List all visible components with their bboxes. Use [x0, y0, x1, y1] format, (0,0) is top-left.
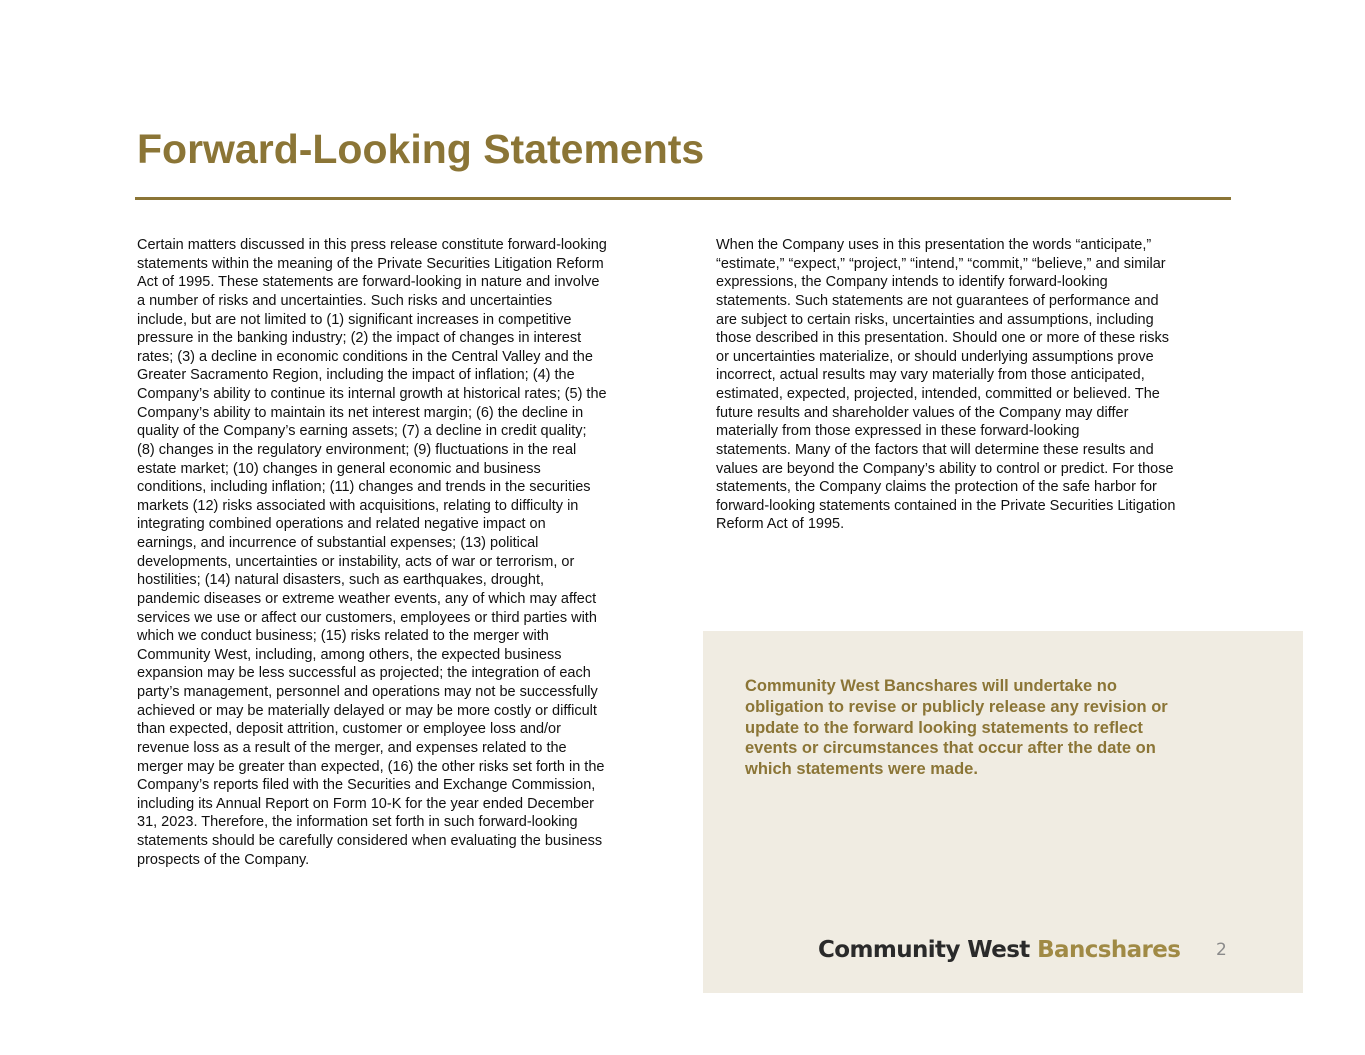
left-text-line: statements should be carefully considered when evaluating the business	[137, 833, 603, 849]
left-text-line: a number of risks and uncertainties. Such risks and uncertainties	[137, 292, 553, 309]
left-text-line: hostilities; (14) natural disasters, such as earthquakes, drought,	[137, 572, 545, 589]
left-text-line: 31, 2023. Therefore, the information set forth in such forward-looking	[137, 814, 578, 831]
callout-line: events or circumstances that occur after the date on	[745, 739, 1156, 758]
left-text-line: quality of the Company’s earning assets; (7) a decline in credit quality;	[137, 423, 587, 440]
left-text-line: statements within the meaning of the Private Securities Litigation Reform	[137, 255, 604, 272]
left-text-line: achieved or may be materially delayed or may be more costly or difficult	[137, 702, 597, 719]
left-text-line: prospects of the Company.	[137, 851, 310, 868]
left-text-line: Greater Sacramento Region, including the impact of inflation; (4) the	[137, 367, 575, 384]
left-text-line: conditions, including inflation; (11) changes and trends in the securities	[137, 479, 591, 496]
left-text-line: earnings, and incurrence of substantial expenses; (13) political	[137, 535, 539, 551]
company-logo	[818, 933, 1180, 967]
right-text-line: those described in this presentation. Should one or more of these risks	[716, 330, 1169, 347]
callout-text	[745, 676, 1245, 780]
left-text-line: pressure in the banking industry; (2) the impact of changes in interest	[137, 330, 582, 347]
right-text-line: expressions, the Company intends to identify forward-looking	[716, 274, 1108, 291]
left-text-line: integrating combined operations and related negative impact on	[137, 516, 546, 533]
left-text-line: party’s management, personnel and operations may not be successfully	[137, 684, 598, 700]
callout-line: Community West Bancshares will undertake no	[745, 677, 1117, 695]
left-text-line: including its Annual Report on Form 10-K for the year ended December	[137, 795, 594, 812]
page-title: Forward-Looking Statements	[137, 126, 705, 172]
right-text-line: statements, the Company claims the protection of the safe harbor for	[716, 479, 1157, 496]
left-text-line: than expected, deposit attrition, customer or employee loss and/or	[137, 721, 561, 738]
right-column-text	[716, 236, 1236, 534]
right-text-line: materially from those expressed in these forward-looking	[716, 423, 1080, 440]
right-text-line: statements. Such statements are not guarantees of performance and	[716, 292, 1159, 309]
page-number: 2	[1216, 940, 1227, 960]
logo-text-bancshares: Bancshares	[1037, 937, 1181, 963]
left-text-line: expansion may be less successful as projected; the integration of each	[137, 665, 591, 682]
left-text-line: Certain matters discussed in this press release constitute forward-looking	[137, 237, 607, 253]
left-text-line: services we use or affect our customers, employees or third parties with	[137, 609, 597, 626]
right-text-line: values are beyond the Company’s ability to control or predict. For those	[716, 460, 1174, 477]
callout-line: obligation to revise or publicly release any revision or	[745, 697, 1168, 716]
right-text-line: forward-looking statements contained in the Private Securities Litigation	[716, 497, 1176, 514]
left-text-line: revenue loss as a result of the merger, and expenses related to the	[137, 739, 567, 756]
left-text-line: developments, uncertainties or instability, acts of war or terrorism, or	[137, 553, 575, 570]
left-text-line: Act of 1995. These statements are forward-looking in nature and involve	[137, 274, 600, 291]
left-text-line: Community West, including, among others, the expected business	[137, 646, 562, 663]
left-text-line: (8) changes in the regulatory environment; (9) fluctuations in the real	[137, 441, 577, 458]
left-text-line: Company’s ability to continue its internal growth at historical rates; (5) the	[137, 386, 607, 402]
right-text-line: Reform Act of 1995.	[716, 516, 845, 533]
left-text-line: pandemic diseases or extreme weather events, any of which may affect	[137, 590, 597, 607]
right-text-line: are subject to certain risks, uncertainties and assumptions, including	[716, 311, 1154, 328]
right-text-line: incorrect, actual results may vary materially from those anticipated,	[716, 367, 1145, 384]
left-text-line: which we conduct business; (15) risks related to the merger with	[137, 628, 549, 645]
left-text-line: Company’s ability to maintain its net interest margin; (6) the decline in	[137, 404, 584, 421]
callout-line: which statements were made.	[745, 760, 978, 779]
left-text-line: include, but are not limited to (1) significant increases in competitive	[137, 311, 572, 328]
left-text-line: markets (12) risks associated with acquisitions, relating to difficulty in	[137, 497, 579, 514]
right-text-line: estimated, expected, projected, intended, committed or believed. The	[716, 386, 1160, 402]
right-text-line: future results and shareholder values of the Company may differ	[716, 404, 1129, 421]
title-divider	[135, 197, 1231, 200]
logo-text-community-west: Community West	[818, 937, 1030, 963]
callout-line: update to the forward looking statements to reflect	[745, 718, 1143, 737]
left-column-text	[137, 236, 667, 869]
left-text-line: estate market; (10) changes in general economic and business	[137, 460, 541, 477]
left-text-line: merger may be greater than expected, (16) the other risks set forth in the	[137, 758, 605, 775]
right-text-line: or uncertainties materialize, or should underlying assumptions prove	[716, 348, 1154, 365]
right-text-line: “estimate,” “expect,” “project,” “intend,” “commit,” “believe,” and similar	[716, 255, 1166, 272]
left-text-line: rates; (3) a decline in economic conditions in the Central Valley and the	[137, 348, 593, 365]
right-text-line: When the Company uses in this presentation the words “anticipate,”	[716, 237, 1152, 253]
right-text-line: statements. Many of the factors that will determine these results and	[716, 441, 1154, 458]
left-text-line: Company’s reports filed with the Securities and Exchange Commission,	[137, 777, 596, 794]
